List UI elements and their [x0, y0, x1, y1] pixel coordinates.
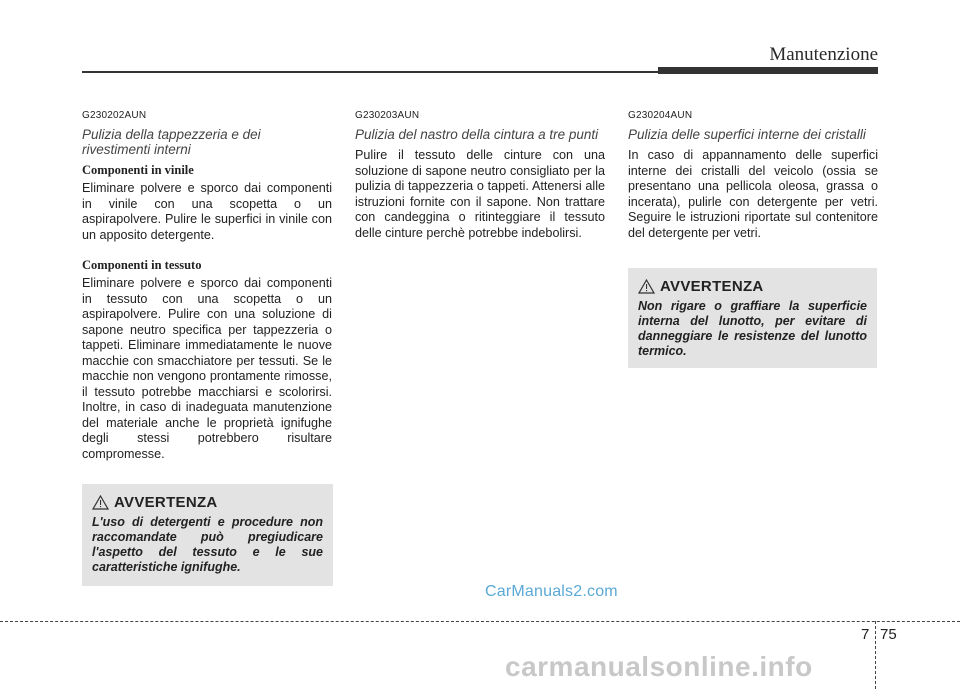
section-text: In caso di appannamento delle superfici interne dei cristalli del veicolo (ossia se presentano una pellicola oleosa, grassa o incerata), pulirle con detergente per vetri. Seguire le istruzioni riportate sul contenitore del detergente per vetri.	[628, 148, 878, 240]
section-title: Pulizia delle superfici interne dei cristalli	[628, 127, 866, 142]
page-number: 75	[880, 626, 897, 643]
warning-triangle-icon	[92, 495, 109, 510]
header-rule-thin	[82, 71, 658, 73]
section-text: Pulire il tessuto delle cinture con una soluzione di sapone neutro consigliato per la pulizia di tappezzeria o tappeti. Attenersi alle istruzioni fornite con il sapone. Non trattare con candeggina o ritinteggiare il tessuto delle cinture perchè potrebbe indebolirsi.	[355, 148, 605, 240]
column-3	[628, 110, 878, 256]
footer-vertical-divider	[875, 621, 876, 689]
warning-text: Non rigare o graffiare la superficie interna del lunotto, per evitare di danneggiare le resistenze del lunotto termico.	[638, 299, 867, 358]
watermark-site: carmanualsonline.info	[505, 651, 813, 682]
subsection-heading-fabric: Componenti in tessuto	[82, 258, 202, 272]
subsection-text-vinyl: Eliminare polvere e sporco dai componenti in vinile con una scopetta o un aspirapolvere. Pulire le superfici in vinile con un apposito detergente.	[82, 181, 332, 242]
column-2	[355, 110, 605, 256]
header-rule-thick	[658, 67, 878, 74]
subsection-heading-vinyl: Componenti in vinile	[82, 163, 194, 177]
column-1	[82, 110, 332, 477]
watermark-link[interactable]: CarManuals2.com	[485, 583, 618, 600]
warning-box-fabric	[82, 484, 333, 586]
warning-label: AVVERTENZA	[660, 278, 764, 295]
warning-text: L'uso di detergenti e procedure non raccomandate può pregiudicare l'aspetto del tessuto e le sue caratteristiche ignifughe.	[92, 515, 323, 574]
page-header-title: Manutenzione	[769, 44, 878, 65]
warning-triangle-icon	[638, 279, 655, 294]
chapter-number: 7	[861, 626, 870, 643]
warning-label: AVVERTENZA	[114, 494, 218, 511]
warning-box-rear-window	[628, 268, 877, 368]
footer-dashed-line	[0, 621, 960, 622]
section-code: G230203AUN	[355, 110, 420, 121]
subsection-text-fabric: Eliminare polvere e sporco dai componenti in tessuto con una scopetta o un aspirapolvere. Pulire con una soluzione di sapone neutro specifica per tappezzeria o tappeti. Eliminare immediatamente le nuove macchie con smacchiatore per tessuti. Se le macchie non vengono prontamente rimosse, il tessuto potrebbe macchiarsi e scolorirsi. Inoltre, in caso di inadeguata manutenzione del materiale anche le proprietà ignifughe degli stessi potrebbero risultare compromesse.	[82, 276, 332, 461]
section-title: Pulizia della tappezzeria e dei rivestimenti interni	[82, 127, 261, 157]
section-code: G230202AUN	[82, 110, 147, 121]
section-code: G230204AUN	[628, 110, 693, 121]
section-title: Pulizia del nastro della cintura a tre punti	[355, 127, 599, 142]
